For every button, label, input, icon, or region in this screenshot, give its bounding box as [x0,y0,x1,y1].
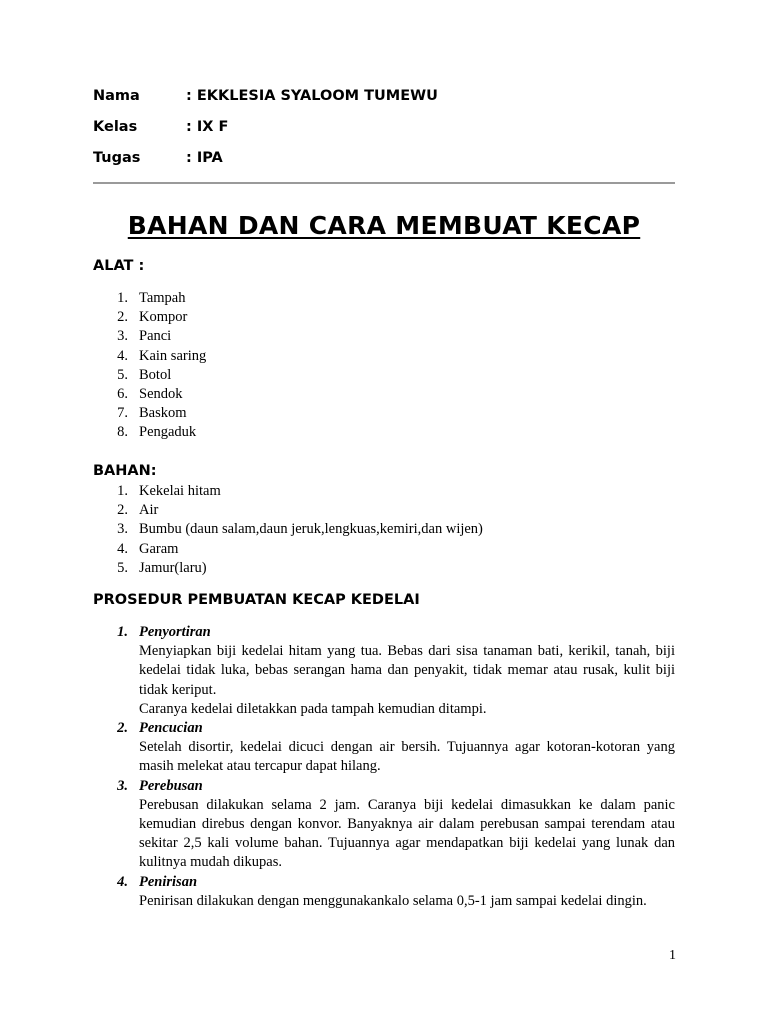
step-body [139,796,675,873]
step-body [139,642,675,719]
step-number: 3. [117,777,128,794]
step-item [93,719,675,777]
info-row-nama [93,88,438,104]
step-body [139,892,675,911]
info-row-tugas [93,150,223,166]
bahan-item: 1. Kekelai hitam [117,483,221,499]
step-item [93,623,675,719]
step-title: Pencucian [139,720,203,737]
bahan-list [93,482,483,578]
alat-item: 3. Panci [117,328,172,345]
tugas-value: : IPA [186,150,223,166]
bahan-item: 2. Air [117,502,159,519]
alat-item: 1. Tampah [117,290,186,306]
alat-heading: ALAT : [93,258,145,274]
step-title: Penirisan [139,873,198,890]
step-paragraph: Penirisan dilakukan dengan menggunakankalo selama 0,5-1 jam sampai kedelai dingin. [139,892,647,909]
alat-item: 2. Kompor [117,309,188,326]
step-paragraph: Setelah disortir, kedelai dicuci dengan air bersih. Tujuannya agar kotoran-kotoran yang masih melekat atau tercapur dapat hilang. [139,739,675,775]
info-row-kelas [93,119,228,135]
alat-item: 7. Baskom [117,405,187,422]
step-paragraph: Caranya kedelai diletakkan pada tampah kemudian ditampi. [139,700,487,717]
bahan-item: 4. Garam [117,540,179,557]
page-title: BAHAN DAN CARA MEMBUAT KECAP [127,211,641,240]
alat-item: 6. Sendok [117,385,183,402]
alat-item: 8. Pengaduk [117,424,197,441]
step-title: Penyortiran [139,624,211,640]
header-divider [93,182,675,184]
prosedur-heading: PROSEDUR PEMBUATAN KECAP KEDELAI [93,592,420,608]
step-number: 1. [117,624,128,640]
alat-item: 4. Kain saring [117,347,207,364]
nama-value: : EKKLESIA SYALOOM TUMEWU [186,88,438,104]
step-number: 4. [117,873,128,890]
alat-item: 5. Botol [117,366,172,383]
step-paragraph: Perebusan dilakukan selama 2 jam. Caranya biji kedelai dimasukkan ke dalam panic kemudian direbus dengan konvor. Banyaknya air dalam perebusan sampai terendam atau sekitar 2,5 kali volume bahan. Tujuannya agar mendapatkan biji kedelai yang lunak dan kulitnya mudah dikupas. [139,796,675,871]
alat-list [93,289,207,443]
tugas-label: Tugas [93,150,141,166]
prosedur-steps [93,623,675,911]
step-paragraph: Menyiapkan biji kedelai hitam yang tua. Bebas dari sisa tanaman bati, kerikil, tanah, biji kedelai tidak luka, bebas serangan hama dan penyakit, tidak memar atau rusak, kulit biji tidak keriput. [139,643,675,698]
step-title: Perebusan [139,777,203,794]
page-number: 1 [669,948,676,963]
bahan-item: 3. Bumbu (daun salam,daun jeruk,lengkuas,kemiri,dan wijen) [117,521,483,538]
step-body [139,738,675,776]
step-item [93,873,675,911]
bahan-heading: BAHAN: [93,463,157,479]
kelas-value: : IX F [186,119,228,135]
step-number: 2. [117,720,128,737]
nama-label: Nama [93,88,140,104]
kelas-label: Kelas [93,119,138,135]
step-item [93,777,675,873]
bahan-item: 5. Jamur(laru) [117,559,207,576]
